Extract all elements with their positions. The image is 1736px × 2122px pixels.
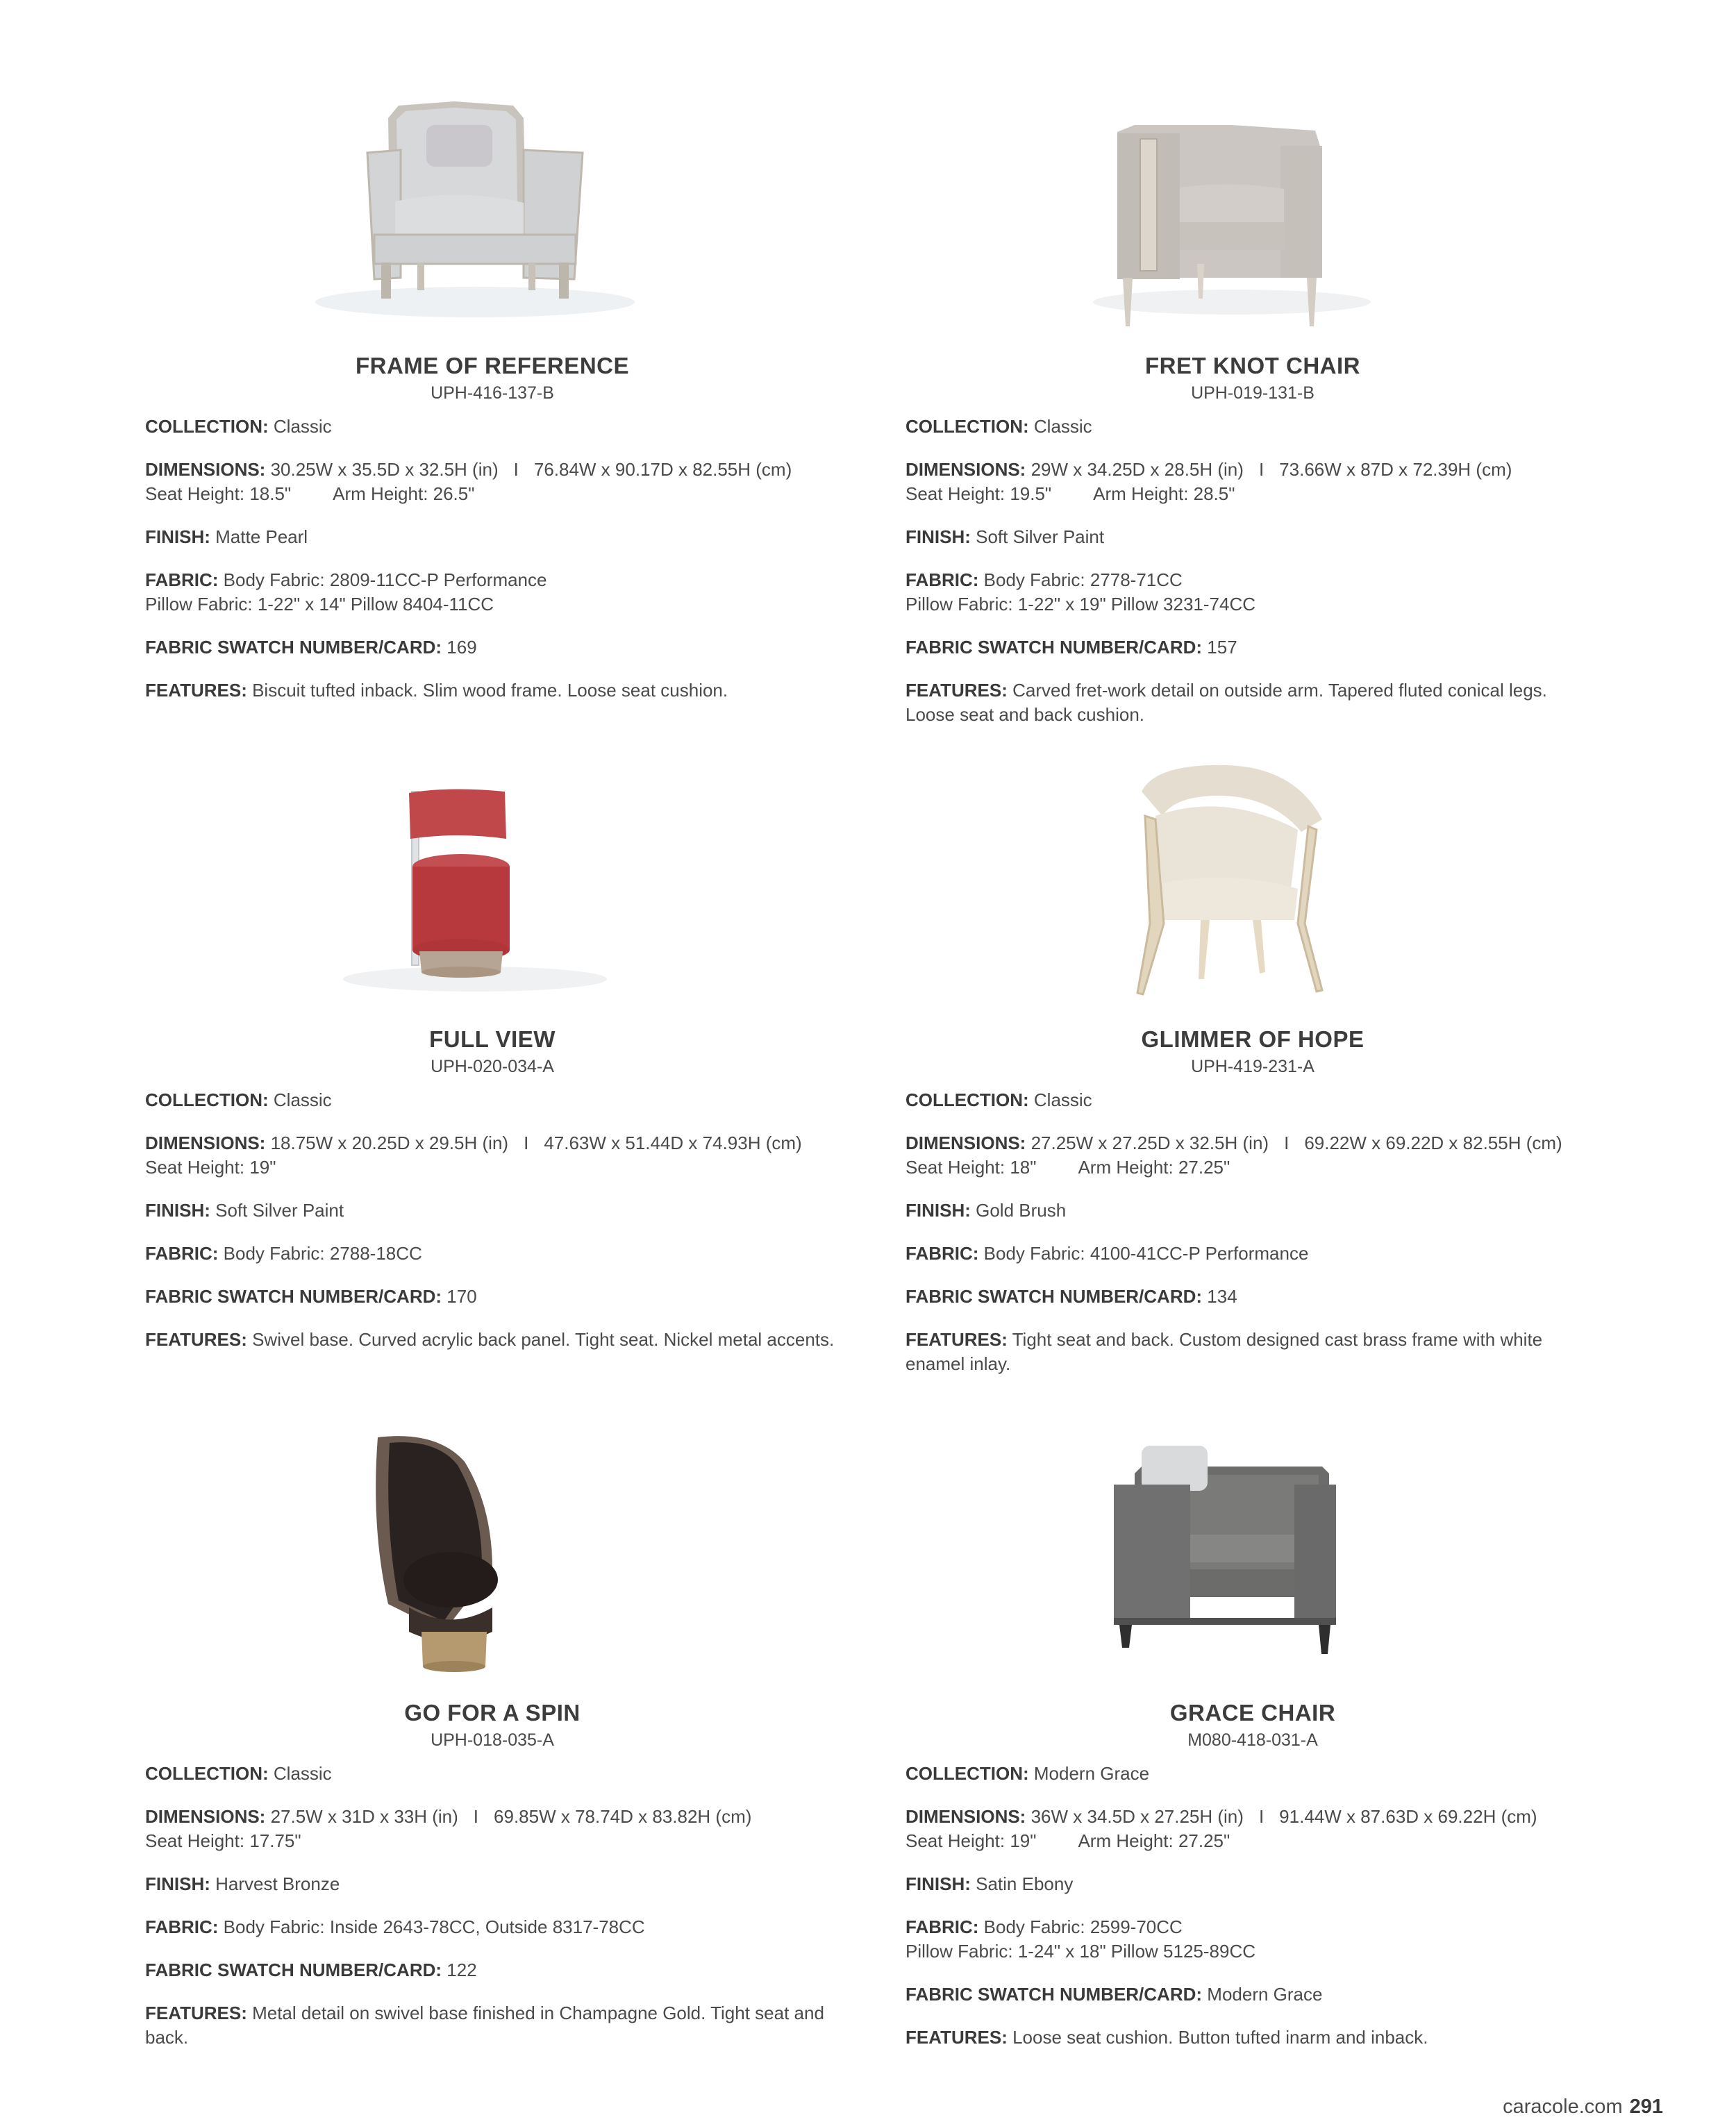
finish-value: Soft Silver Paint [215, 1200, 344, 1221]
fabric-label: FABRIC: [145, 1916, 219, 1937]
dimensions-label: DIMENSIONS: [905, 459, 1026, 480]
swivel-chair-image [145, 1423, 840, 1687]
height-row [145, 482, 840, 506]
dimensions-row [145, 458, 840, 482]
armchair-image [905, 76, 1600, 340]
product-frame-of-reference [145, 76, 840, 703]
features-row [905, 678, 1600, 727]
dimension-separator: I [473, 1806, 479, 1827]
swatch-value: Modern Grace [1207, 1984, 1323, 2005]
seat-height: Seat Height: 17.75" [145, 1830, 301, 1851]
seat-height: Seat Height: 18.5" [145, 483, 292, 504]
fabric-pillow: Pillow Fabric: 1-22" x 19" Pillow 3231-74CC [905, 594, 1256, 615]
seat-height: Seat Height: 19" [145, 1157, 276, 1178]
product-name: FRAME OF REFERENCE [355, 353, 629, 378]
collection-row [905, 1088, 1600, 1112]
seat-height: Seat Height: 18" [905, 1157, 1037, 1178]
finish-label: FINISH: [905, 526, 971, 547]
dimensions-inches: 27.5W x 31D x 33H (in) [270, 1806, 458, 1827]
dimensions-cm: 69.85W x 78.74D x 83.82H (cm) [494, 1806, 752, 1827]
height-row [905, 482, 1600, 506]
dimensions-cm: 76.84W x 90.17D x 82.55H (cm) [533, 459, 792, 480]
page-footer [1503, 2096, 1663, 2119]
dimension-separator: I [524, 1133, 529, 1153]
product-sku: UPH-419-231-A [1191, 1057, 1314, 1076]
finish-row [145, 1872, 840, 1896]
swatch-label: FABRIC SWATCH NUMBER/CARD: [145, 1286, 442, 1307]
collection-value: Classic [273, 1089, 332, 1110]
swatch-row [905, 1285, 1600, 1309]
fabric-body: Body Fabric: 4100-41CC-P Performance [983, 1243, 1309, 1264]
arm-height: Arm Height: 27.25" [1078, 1157, 1230, 1178]
swatch-value: 169 [446, 637, 477, 658]
collection-label: COLLECTION: [905, 1763, 1029, 1784]
dimensions-row [905, 1805, 1600, 1829]
finish-row [145, 525, 840, 549]
features-row [905, 1328, 1600, 1376]
dimensions-inches: 29W x 34.25D x 28.5H (in) [1030, 459, 1244, 480]
dimensions-label: DIMENSIONS: [905, 1806, 1026, 1827]
features-row [145, 2001, 840, 2050]
product-name: FULL VIEW [429, 1026, 556, 1052]
height-row [145, 1155, 840, 1180]
dimension-separator: I [513, 459, 519, 480]
swatch-label: FABRIC SWATCH NUMBER/CARD: [145, 1960, 442, 1980]
product-name: GRACE CHAIR [1169, 1700, 1336, 1726]
arm-height: Arm Height: 27.25" [1078, 1830, 1230, 1851]
collection-row [905, 1762, 1600, 1786]
finish-label: FINISH: [145, 1873, 210, 1894]
fabric-label: FABRIC: [145, 1243, 219, 1264]
features-row [905, 2025, 1600, 2050]
dimensions-cm: 69.22W x 69.22D x 82.55H (cm) [1304, 1133, 1562, 1153]
product-fret-knot-chair [905, 76, 1600, 727]
fabric-pillow: Pillow Fabric: 1-24" x 18" Pillow 5125-89CC [905, 1941, 1256, 1962]
collection-label: COLLECTION: [145, 1763, 269, 1784]
fabric-label: FABRIC: [145, 569, 219, 590]
swatch-label: FABRIC SWATCH NUMBER/CARD: [905, 1286, 1203, 1307]
swatch-label: FABRIC SWATCH NUMBER/CARD: [905, 637, 1203, 658]
features-label: FEATURES: [145, 1329, 247, 1350]
features-value: Metal detail on swivel base finished in Champagne Gold. Tight seat and back. [145, 2003, 824, 2048]
product-sku: UPH-020-034-A [431, 1057, 554, 1076]
collection-value: Classic [273, 1763, 332, 1784]
collection-value: Modern Grace [1033, 1763, 1150, 1784]
dimensions-inches: 18.75W x 20.25D x 29.5H (in) [270, 1133, 509, 1153]
fabric-row [145, 1242, 840, 1266]
collection-label: COLLECTION: [145, 1089, 269, 1110]
swatch-value: 122 [446, 1960, 477, 1980]
collection-row [145, 415, 840, 439]
fabric-label: FABRIC: [905, 1243, 979, 1264]
product-image [145, 750, 840, 1014]
product-sku: UPH-018-035-A [431, 1730, 554, 1750]
finish-row [905, 1198, 1600, 1223]
dimensions-row [905, 1131, 1600, 1155]
collection-label: COLLECTION: [145, 416, 269, 437]
finish-row [905, 1872, 1600, 1896]
fabric-body: Body Fabric: 2599-70CC [983, 1916, 1183, 1937]
features-value: Carved fret-work detail on outside arm. Tapered fluted conical legs. Loose seat and back cushion. [905, 680, 1547, 725]
height-row [905, 1829, 1600, 1853]
product-glimmer-of-hope [905, 750, 1600, 1376]
finish-value: Harvest Bronze [215, 1873, 340, 1894]
product-image [905, 750, 1600, 1014]
product-name: GO FOR A SPIN [404, 1700, 581, 1726]
fabric-row [145, 568, 840, 592]
fabric-body: Body Fabric: 2809-11CC-P Performance [223, 569, 547, 590]
seat-height: Seat Height: 19" [905, 1830, 1037, 1851]
dimension-separator: I [1258, 1806, 1265, 1827]
product-name: GLIMMER OF HOPE [1141, 1026, 1364, 1052]
swatch-value: 170 [446, 1286, 477, 1307]
fabric-body: Body Fabric: 2778-71CC [983, 569, 1183, 590]
collection-row [145, 1762, 840, 1786]
dimensions-inches: 27.25W x 27.25D x 32.5H (in) [1030, 1133, 1269, 1153]
fabric-pillow: Pillow Fabric: 1-22" x 14" Pillow 8404-11CC [145, 594, 494, 615]
swivel-chair-image [145, 750, 840, 1014]
collection-row [145, 1088, 840, 1112]
product-image [905, 1423, 1600, 1687]
swatch-value: 157 [1207, 637, 1237, 658]
fabric-body: Body Fabric: 2788-18CC [223, 1243, 422, 1264]
page-number: 291 [1629, 2096, 1663, 2118]
fabric-row [905, 1915, 1600, 1939]
features-label: FEATURES: [145, 2003, 247, 2023]
swatch-label: FABRIC SWATCH NUMBER/CARD: [905, 1984, 1203, 2005]
finish-value: Matte Pearl [215, 526, 308, 547]
collection-value: Classic [273, 416, 332, 437]
swatch-row [145, 635, 840, 660]
seat-height: Seat Height: 19.5" [905, 483, 1052, 504]
dimension-separator: I [1284, 1133, 1290, 1153]
product-sku: UPH-019-131-B [1191, 383, 1314, 403]
dimensions-cm: 47.63W x 51.44D x 74.93H (cm) [544, 1133, 802, 1153]
dimensions-label: DIMENSIONS: [905, 1133, 1026, 1153]
collection-label: COLLECTION: [905, 1089, 1029, 1110]
height-row [145, 1829, 840, 1853]
features-label: FEATURES: [145, 680, 247, 701]
collection-value: Classic [1033, 1089, 1092, 1110]
dimensions-row [145, 1805, 840, 1829]
fabric-row [905, 1242, 1600, 1266]
swatch-label: FABRIC SWATCH NUMBER/CARD: [145, 637, 442, 658]
product-sku: UPH-416-137-B [431, 383, 554, 403]
site-link[interactable]: caracole.com [1503, 2096, 1623, 2118]
collection-label: COLLECTION: [905, 416, 1029, 437]
fabric-row [145, 1915, 840, 1939]
collection-value: Classic [1033, 416, 1092, 437]
finish-row [905, 525, 1600, 549]
dimensions-row [145, 1131, 840, 1155]
finish-value: Gold Brush [976, 1200, 1067, 1221]
dimensions-label: DIMENSIONS: [145, 1806, 266, 1827]
product-image [145, 1423, 840, 1687]
collection-row [905, 415, 1600, 439]
product-full-view [145, 750, 840, 1352]
dimensions-label: DIMENSIONS: [145, 1133, 266, 1153]
finish-label: FINISH: [145, 526, 210, 547]
features-label: FEATURES: [905, 1329, 1008, 1350]
arm-height: Arm Height: 28.5" [1093, 483, 1235, 504]
features-label: FEATURES: [905, 2027, 1008, 2048]
finish-row [145, 1198, 840, 1223]
dimensions-cm: 73.66W x 87D x 72.39H (cm) [1279, 459, 1512, 480]
swatch-row [145, 1958, 840, 1982]
swatch-value: 134 [1207, 1286, 1237, 1307]
features-value: Loose seat cushion. Button tufted inarm and inback. [1012, 2027, 1428, 2048]
finish-label: FINISH: [905, 1200, 971, 1221]
fabric-body: Body Fabric: Inside 2643-78CC, Outside 8317-78CC [223, 1916, 645, 1937]
dimensions-cm: 91.44W x 87.63D x 69.22H (cm) [1279, 1806, 1537, 1827]
features-value: Swivel base. Curved acrylic back panel. Tight seat. Nickel metal accents. [252, 1329, 835, 1350]
features-row [145, 1328, 840, 1352]
armchair-image [145, 76, 840, 340]
dimensions-inches: 36W x 34.5D x 27.25H (in) [1030, 1806, 1244, 1827]
dimensions-label: DIMENSIONS: [145, 459, 266, 480]
fabric-row [905, 568, 1600, 592]
fabric-label: FABRIC: [905, 1916, 979, 1937]
swatch-row [905, 1982, 1600, 2007]
product-sku: M080-418-031-A [1187, 1730, 1318, 1750]
product-image [905, 76, 1600, 340]
fabric-label: FABRIC: [905, 569, 979, 590]
dimension-separator: I [1258, 459, 1265, 480]
finish-label: FINISH: [905, 1873, 971, 1894]
features-value: Tight seat and back. Custom designed cast brass frame with white enamel inlay. [905, 1329, 1543, 1374]
product-go-for-a-spin [145, 1423, 840, 2050]
armchair-image [905, 1423, 1600, 1687]
arm-height: Arm Height: 26.5" [333, 483, 475, 504]
product-name: FRET KNOT CHAIR [1145, 353, 1360, 378]
dimensions-row [905, 458, 1600, 482]
height-row [905, 1155, 1600, 1180]
finish-value: Soft Silver Paint [976, 526, 1105, 547]
features-row [145, 678, 840, 703]
finish-value: Satin Ebony [976, 1873, 1074, 1894]
features-value: Biscuit tufted inback. Slim wood frame. Loose seat cushion. [252, 680, 728, 701]
swatch-row [905, 635, 1600, 660]
accent-chair-image [905, 750, 1600, 1014]
product-image [145, 76, 840, 340]
features-label: FEATURES: [905, 680, 1008, 701]
finish-label: FINISH: [145, 1200, 210, 1221]
dimensions-inches: 30.25W x 35.5D x 32.5H (in) [270, 459, 499, 480]
product-grace-chair [905, 1423, 1600, 2050]
swatch-row [145, 1285, 840, 1309]
